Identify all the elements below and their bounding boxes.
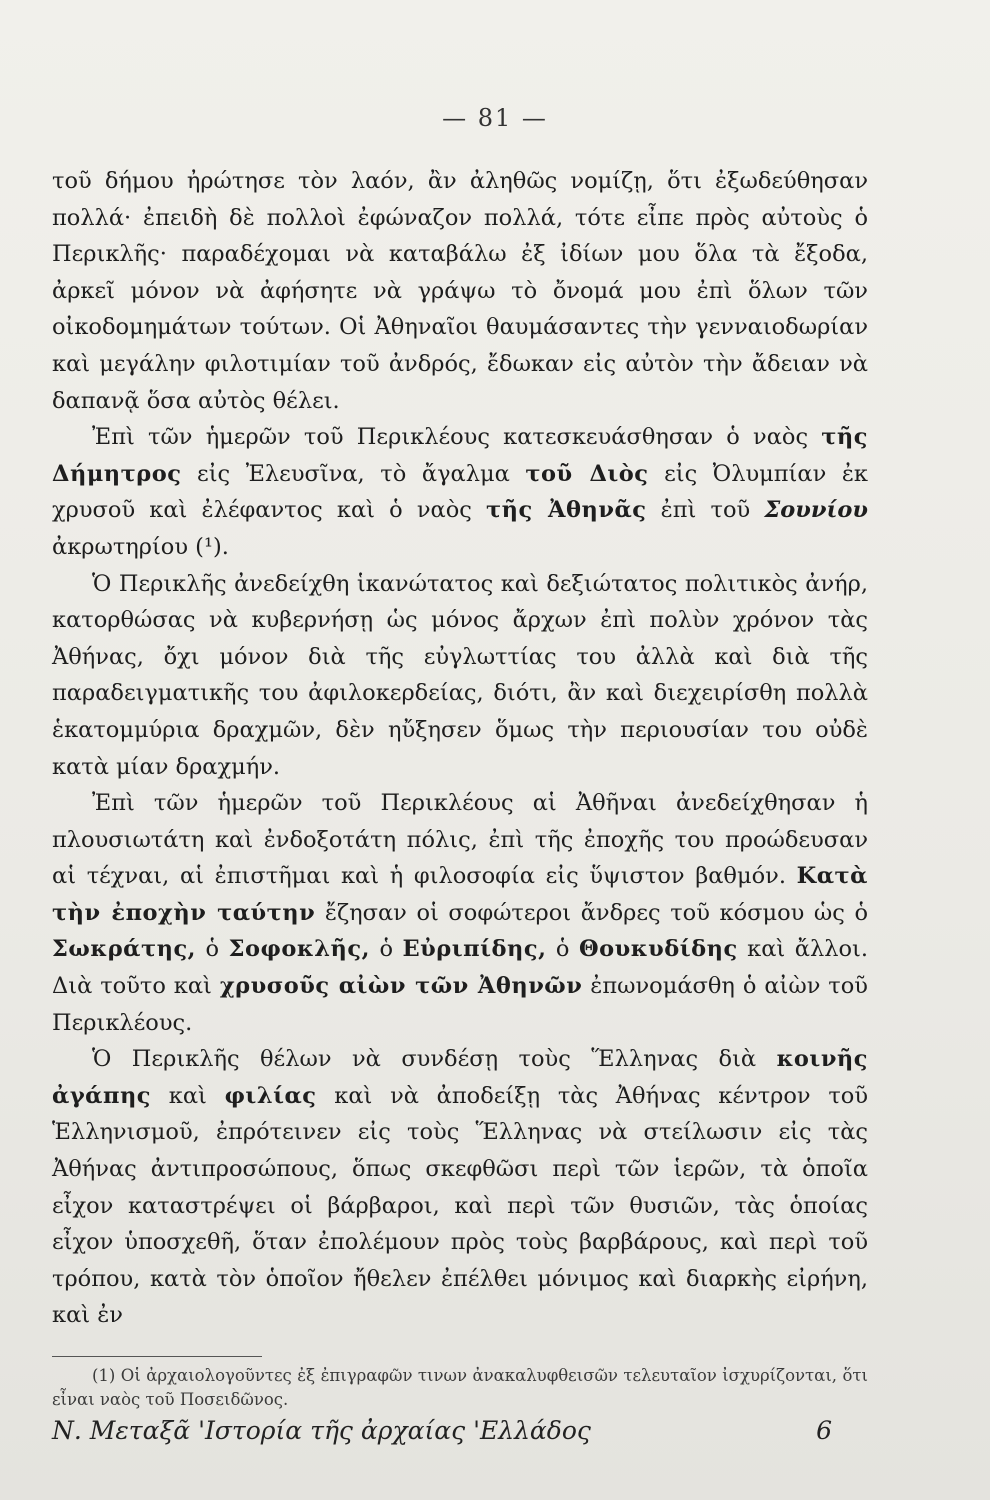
footer-book-title: Ν. Μεταξᾶ 'Ιστορία τῆς ἀρχαίας 'Ελλάδος xyxy=(52,1416,591,1445)
body-text xyxy=(52,163,868,1334)
text-run: Ὁ Περικλῆς θέλων νὰ συνδέσῃ τοὺς Ἕλληνας διὰ xyxy=(92,1046,777,1073)
text-run: ἐπωνομάσθη ὁ αἰὼν τοῦ Περικλέους. xyxy=(52,973,868,1036)
bold-term: χρυσοῦς αἰὼν τῶν Ἀθηνῶν xyxy=(219,973,583,1000)
bold-term: τοῦ Διὸς xyxy=(525,460,649,487)
text-run: ἀκρωτηρίου (¹). xyxy=(52,533,229,560)
bold-term: Σοφοκλῆς, xyxy=(228,936,370,963)
text-run: καὶ ἄλλοι. Διὰ τοῦτο καὶ xyxy=(52,936,869,1000)
bold-term: Εὐριπίδης, xyxy=(402,936,547,963)
paragraph-1: τοῦ δήμου ἠρώτησε τὸν λαόν, ἂν ἀληθῶς νομίζῃ, ὅτι ἐξωδεύθησαν πολλά· ἐπειδὴ δὲ πολλοὶ ἐφώναζον πολλά, τότε εἶπε πρὸς αὐτοὺς ὁ Περικλῆς· παραδέχομαι νὰ καταβάλω ἐξ ἰδίων μου ὅλα τὰ ἔξοδα, ἀρκεῖ μόνον νὰ ἀφήσητε νὰ γράψω τὸ ὄνομά μου ἐπὶ ὅλων τῶν οἰκοδομημάτων τούτων. Οἱ Ἀθηναῖοι θαυμάσαντες τὴν γενναιοδωρίαν καὶ μεγάλην φιλοτιμίαν τοῦ ἀνδρός, ἔδωκαν εἰς αὐτὸν τὴν ἄδειαν νὰ δαπανᾷ ὅσα αὐτὸς θέλει. xyxy=(52,168,868,414)
bold-term: τῆς Δήμητρος xyxy=(52,424,868,487)
text-run: ὁ xyxy=(546,936,579,963)
page-footer xyxy=(52,1416,832,1452)
page-number: — 81 — xyxy=(442,104,548,132)
footnote xyxy=(52,1364,868,1412)
paragraph-2 xyxy=(52,419,868,565)
bold-term: Σωκράτης, xyxy=(52,936,197,963)
bold-term: Θουκυδίδης xyxy=(579,936,738,963)
bold-term: κοινῆς ἀγάπης xyxy=(52,1046,868,1109)
paragraph-5 xyxy=(52,1041,868,1334)
text-run: Ἐπὶ τῶν ἡμερῶν τοῦ Περικλέους κατεσκευάσθησαν ὁ ναὸς xyxy=(92,424,822,451)
footnote-rule xyxy=(52,1356,262,1357)
text-run: ὁ xyxy=(369,936,403,963)
text-run: ἔζησαν οἱ σοφώτεροι ἄνδρες τοῦ κόσμου ὡς ὁ xyxy=(315,899,869,926)
paragraph-4 xyxy=(52,785,868,1041)
bold-term: φιλίας xyxy=(224,1082,317,1109)
text-run: ἐπὶ τοῦ xyxy=(646,497,765,524)
paragraph-3: Ὁ Περικλῆς ἀνεδείχθη ἱκανώτατος καὶ δεξιώτατος πολιτικὸς ἀνήρ, κατορθώσας νὰ κυβερνήσῃ ὡς μόνος ἄρχων ἐπὶ πολὺν χρόνον τὰς Ἀθήνας, ὄχι μόνον διὰ τῆς εὐγλωττίας του ἀλλὰ καὶ διὰ τῆς παραδειγματικῆς του ἀφιλοκερδείας, διότι, ἂν καὶ διεχειρίσθη πολλὰ ἑκατομμύρια δραχμῶν, δὲν ηὔξησεν ὅμως τὴν περιουσίαν του οὐδὲ κατὰ μίαν δραχμήν. xyxy=(52,570,868,780)
bold-term: τῆς Ἀθηνᾶς xyxy=(486,497,647,524)
bold-term: Κατὰ τὴν ἐποχὴν ταύτην xyxy=(52,863,868,926)
text-run: καὶ νὰ ἀποδείξῃ τὰς Ἀθήνας κέντρον τοῦ Ἑλληνισμοῦ, ἐπρότεινεν εἰς τοὺς Ἕλληνας νὰ στείλωσιν εἰς τὰς Ἀθήνας ἀντιπροσώπους, ὅπως σκεφθῶσι περὶ τῶν ἱερῶν, τὰ ὁποῖα εἶχον καταστρέψει οἱ βάρβαροι, καὶ περὶ τῶν θυσιῶν, τὰς ὁποίας εἶχον ὑποσχεθῆ, ὅταν ἐπολέμουν πρὸς τοὺς βαρβάρους, καὶ περὶ τοῦ τρόπου, κατὰ τὸν ὁποῖον ἤθελεν ἐπέλθει μόνιμος καὶ διαρκὴς εἰρήνη, καὶ ἐν xyxy=(52,1082,868,1329)
signature-mark: 6 xyxy=(816,1416,832,1445)
text-run: εἰς Ἐλευσῖνα, τὸ ἄγαλμα xyxy=(181,460,526,487)
italic-term: Σουνίου xyxy=(764,497,869,524)
text-run: καὶ xyxy=(151,1082,225,1109)
text-run: Ἐπὶ τῶν ἡμερῶν τοῦ Περικλέους αἱ Ἀθῆναι ἀνεδείχθησαν ἡ πλουσιωτάτη καὶ ἐνδοξοτάτη πόλις, ἐπὶ τῆς ἐποχῆς του προώδευσαν αἱ τέχναι, αἱ ἐπιστῆμαι καὶ ἡ φιλοσοφία εἰς ὕψιστον βαθμόν. xyxy=(52,790,868,890)
text-run: ὁ xyxy=(196,936,229,963)
footnote-text: (1) Οἱ ἀρχαιολογοῦντες ἐξ ἐπιγραφῶν τινων ἀνακαλυφθεισῶν τελευταῖον ἰσχυρίζονται, ὅτι εἶναι ναὸς τοῦ Ποσειδῶνος. xyxy=(52,1366,868,1409)
text-run: εἰς Ὀλυμπίαν ἐκ χρυσοῦ καὶ ἐλέφαντος καὶ ὁ ναὸς xyxy=(52,460,868,524)
